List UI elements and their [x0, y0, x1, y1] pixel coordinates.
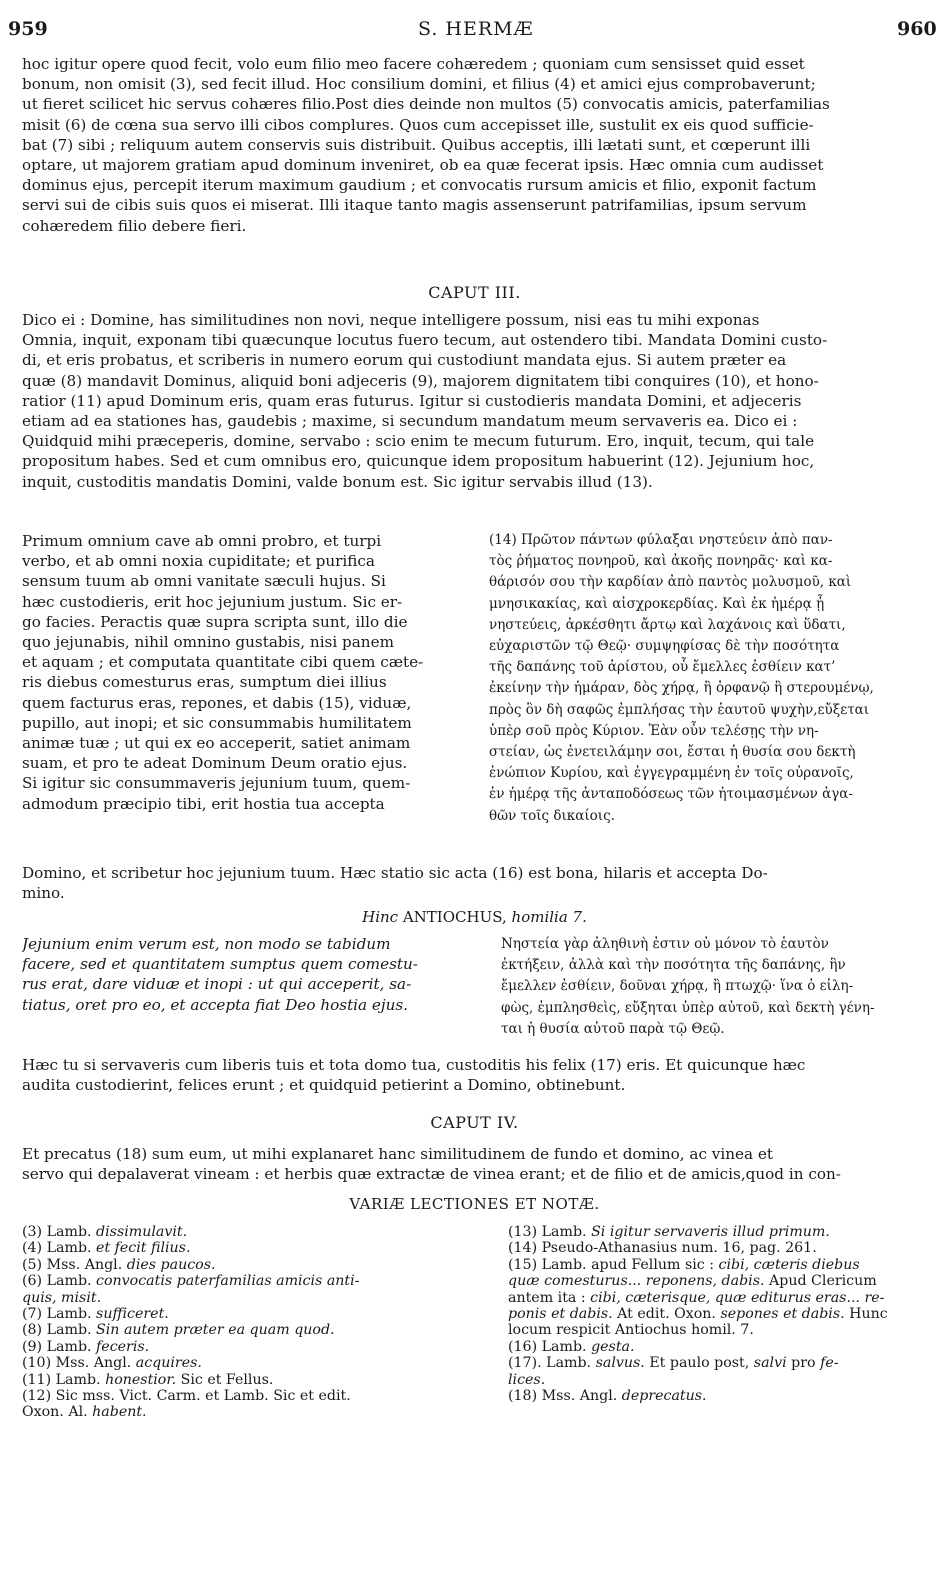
antiochus-heading	[0, 908, 949, 926]
note-line	[508, 1339, 928, 1355]
text-line: bonum, non omisit (3), sed fecit illud. Hoc consilium domini, et filius (4) et amici ejus comprobaverunt;	[22, 75, 816, 94]
text-line: Et precatus (18) sum eum, ut mihi explanaret hanc similitudinem de fundo et domino, ac vinea et	[22, 1145, 773, 1163]
notes-left-column	[22, 1224, 472, 1421]
note-line	[22, 1339, 472, 1355]
running-title: S. HERMÆ	[418, 18, 534, 40]
latin-line: quo jejunabis, nihil omnino gustabis, nisi panem	[22, 633, 394, 652]
note-italic-text: deprecatus.	[621, 1388, 707, 1405]
greek-line: τὸς ῥήματος πονηροῦ, καὶ ἀκοῆς πονηρᾶς· καὶ κα-	[489, 553, 833, 570]
latin-line: verbo, et ab omni noxia cupiditate; et purifica	[22, 552, 375, 571]
continuation-paragraph	[22, 863, 928, 903]
antiochus-name: ANTIOCHUS,	[402, 908, 507, 926]
text-line: Omnia, inquit, exponam tibi quæcunque locutus fuero tecum, aut ostendero tibi. Mandata Domini custo-	[22, 331, 828, 350]
chapter-heading-4: CAPUT IV.	[430, 1113, 519, 1132]
greek-line: ἐνώπιον Κυρίου, καὶ ἐγγεγραμμένη ἐν τοῖς οὐρανοῖς,	[489, 765, 854, 782]
note-text: At edit. Oxon.	[612, 1306, 721, 1323]
note-text: (5) Mss. Angl.	[22, 1256, 127, 1273]
latin-line: animæ tuæ ; ut qui ex eo acceperit, satiet animam	[22, 734, 411, 753]
text-line: bat (7) sibi ; reliquum autem conservis suis distribuit. Quibus acceptis, illi lætati sunt, et cœperunt illi	[22, 135, 811, 154]
note-line	[22, 1224, 472, 1240]
note-line	[22, 1322, 472, 1338]
note-line	[508, 1273, 928, 1289]
blessing-paragraph	[22, 1055, 928, 1095]
note-italic-text: quæ comesturus... reponens, dabis.	[508, 1273, 765, 1290]
note-text: (15) Lamb. apud Fellum sic :	[508, 1256, 719, 1273]
note-italic-text: dies paucos.	[126, 1256, 216, 1273]
text-line: hoc igitur opere quod fecit, volo eum filio meo facere cohæredem ; quoniam cum sensisset quid esset	[22, 55, 805, 73]
text-line: etiam ad ea stationes has, gaudebis ; maxime, si secundum mandatum meum servaveris ea. Dico ei :	[22, 412, 798, 431]
note-italic-text: acquires.	[135, 1355, 202, 1372]
text-line: cohæredem filio debere fieri.	[22, 216, 247, 235]
note-italic-text: ponis et dabis.	[508, 1306, 613, 1323]
latin-line: suam, et pro te adeat Dominum Deum oratio ejus.	[22, 754, 408, 773]
note-line	[508, 1290, 928, 1306]
text-line: propositum habes. Sed et cum omnibus ero, quicunque idem propositum habuerint (12). Jejunium hoc,	[22, 452, 815, 471]
note-italic-text: convocatis paterfamilias amicis anti-	[96, 1273, 360, 1290]
greek-line: ἐκτήξειν, ἀλλὰ καὶ τὴν ποσότητα τῆς δαπάνης, ἣν	[501, 957, 846, 974]
note-line	[508, 1306, 928, 1322]
note-italic-text: Si igitur servaveris illud primum.	[591, 1224, 830, 1240]
note-line	[22, 1355, 472, 1371]
greek-line: Νηστεία γὰρ ἀληθινὴ ἐστιν οὐ μόνον τὸ ἑαυτὸν	[501, 936, 829, 952]
note-line	[22, 1257, 472, 1273]
greek-line: νηστεύεις, ἀρκέσθητι ἄρτῳ καὶ λαχάνοις καὶ ὕδατι,	[489, 616, 846, 633]
text-line: servi sui de cibis suis quos ei miserat. Illi itaque tanto magis assenserunt patrifamilias, ipsum servum	[22, 196, 807, 215]
greek-line: ἐκείνην τὴν ἡμάραν, δὸς χήρᾳ, ἢ ὀρφανῷ ἢ στερουμένῳ,	[489, 680, 874, 697]
text-line: Dico ei : Domine, has similitudines non novi, neque intelligere possum, nisi eas tu mihi exponas	[22, 311, 760, 329]
latin-line: facere, sed et quantitatem sumptus quem comestu-	[22, 955, 418, 974]
note-text: locum respicit Antiochus homil. 7.	[508, 1322, 754, 1339]
text-line: quæ (8) mandavit Dominus, aliquid boni adjeceris (9), majorem dignitatem tibi conquires (10), et hono-	[22, 371, 819, 390]
note-italic-text: quis, misit.	[22, 1289, 102, 1306]
note-text: (17). Lamb.	[508, 1355, 596, 1372]
note-text: (14) Pseudo-Athanasius num. 16, pag. 261.	[508, 1240, 817, 1257]
note-line	[508, 1257, 928, 1273]
note-text: (9) Lamb.	[22, 1338, 97, 1355]
note-italic-text: cibi, cæterisque, quæ editurus eras... re-	[590, 1289, 885, 1306]
note-line	[22, 1404, 472, 1420]
page-number-right: 960	[897, 18, 937, 40]
caput4-paragraph	[22, 1144, 928, 1184]
latin-line: ris diebus comesturus eras, sumptum diei illius	[22, 673, 387, 692]
note-italic-text: sufficeret.	[96, 1306, 169, 1323]
latin-line: Si igitur sic consummaveris jejunium tuum, quem-	[22, 774, 411, 793]
text-line: Domino, et scribetur hoc jejunium tuum. Hæc statio sic acta (16) est bona, hilaris et accepta Do-	[22, 864, 768, 882]
opening-paragraph	[22, 54, 928, 236]
text-line: ut fieret scilicet hic servus cohæres filio.Post dies deinde non multos (5) convocatis amicis, paterfamilias	[22, 95, 830, 114]
note-text: (18) Mss. Angl.	[508, 1388, 622, 1405]
antiochus-hinc: Hinc	[362, 908, 399, 926]
note-italic-text: habent.	[92, 1404, 147, 1421]
note-text: pro	[786, 1355, 821, 1372]
greek-line: στείαν, ὡς ἐνετειλάμην σοι, ἔσται ἡ θυσία σου δεκτὴ	[489, 744, 856, 761]
note-text: (6) Lamb.	[22, 1273, 97, 1290]
note-line	[508, 1224, 928, 1240]
note-text: antem ita :	[508, 1289, 591, 1306]
text-line: misit (6) de cœna sua servo illi cibos complures. Quos cum accepisset ille, sustulit ex eis quod sufficie-	[22, 115, 814, 134]
greek-line: φὼς, ἐμπλησθεὶς, εὔξηται ὑπὲρ αὐτοῦ, καὶ δεκτὴ γένη-	[501, 999, 875, 1016]
note-text: Hunc	[844, 1306, 888, 1323]
greek-line: θῶν τοῖς δικαίοις.	[489, 807, 615, 824]
latin-line: admodum præcipio tibi, erit hostia tua accepta	[22, 794, 385, 813]
note-text: (10) Mss. Angl.	[22, 1355, 136, 1372]
latin-line: quem facturus eras, repones, et dabis (15), viduæ,	[22, 693, 412, 712]
latin-line: tiatus, oret pro eo, et accepta fiat Deo hostia ejus.	[22, 995, 409, 1014]
text-line: inquit, custoditis mandatis Domini, valde bonum est. Sic igitur servabis illud (13).	[22, 472, 653, 491]
text-line: optare, ut majorem gratiam apud dominum inveniret, ob ea quæ fecerat ipsis. Hæc omnia cum audisset	[22, 156, 824, 175]
chapter-heading-3: CAPUT III.	[428, 283, 521, 302]
note-line	[22, 1388, 472, 1404]
note-italic-text: salvus.	[595, 1355, 645, 1372]
latin-line: go facies. Peractis quæ supra scripta sunt, illo die	[22, 612, 408, 631]
note-line	[22, 1273, 472, 1289]
note-text: Sic et Fellus.	[176, 1371, 274, 1388]
note-italic-text: honestior.	[105, 1371, 177, 1388]
note-line	[508, 1355, 928, 1371]
note-text: (4) Lamb.	[22, 1240, 97, 1257]
latin-column	[22, 531, 462, 814]
antiochus-latin	[22, 934, 467, 1015]
latin-line: hæc custodieris, erit hoc jejunium justum. Sic er-	[22, 592, 403, 611]
greek-line: ἔμελλεν ἐσθίειν, δοῦναι χήρᾳ, ἢ πτωχῷ· ἵνα ὁ εἰλη-	[501, 978, 854, 995]
note-line	[22, 1240, 472, 1256]
greek-line: ται ἡ θυσία αὐτοῦ παρὰ τῷ Θεῷ.	[501, 1020, 725, 1037]
greek-line: πρὸς ὃν δὴ σαφῶς ἐμπλήσας τὴν ἑαυτοῦ ψυχὴν,εὔξεται	[489, 701, 870, 718]
greek-line: (14) Πρῶτον πάντων φύλαξαι νηστεύειν ἀπὸ παν-	[489, 532, 833, 548]
note-text: (13) Lamb.	[508, 1224, 592, 1240]
note-text: (12) Sic mss. Vict. Carm. et Lamb. Sic et edit.	[22, 1388, 351, 1405]
text-line: servo qui depalaverat vineam : et herbis quæ extractæ de vinea erant; et de filio et de amicis,quod in con-	[22, 1165, 841, 1184]
greek-line: θάρισόν σου τὴν καρδίαν ἀπὸ παντὸς μολυσμοῦ, καὶ	[489, 574, 852, 591]
note-italic-text: gesta.	[591, 1338, 635, 1355]
note-text: (3) Lamb.	[22, 1224, 97, 1240]
note-text: (8) Lamb.	[22, 1322, 97, 1339]
note-italic-text: Sin autem præter ea quam quod.	[96, 1322, 335, 1339]
antiochus-homilia: homilia 7.	[511, 908, 587, 926]
greek-line: μνησικακίας, καὶ αἰσχροκερδίας. Καὶ ἐκ ἡμέρᾳ ᾗ	[489, 595, 825, 612]
latin-line: Jejunium enim verum est, non modo se tabidum	[22, 935, 391, 953]
text-line: ratior (11) apud Dominum eris, quam eras futurus. Igitur si custodieris mandata Domini, et adjeceris	[22, 391, 802, 410]
notes-heading: VARIÆ LECTIONES ET NOTÆ.	[349, 1195, 600, 1213]
note-line	[22, 1372, 472, 1388]
note-italic-text: fe-	[820, 1355, 839, 1372]
note-italic-text: dissimulavit.	[96, 1224, 188, 1240]
note-line	[508, 1322, 928, 1338]
note-text: Et paulo post,	[644, 1355, 754, 1372]
page-number-left: 959	[8, 18, 48, 40]
note-text: (11) Lamb.	[22, 1371, 106, 1388]
text-line: mino.	[22, 884, 65, 903]
text-line: Hæc tu si servaveris cum liberis tuis et tota domo tua, custoditis his felix (17) eris. Et quicunque hæc	[22, 1056, 806, 1074]
greek-line: ὑπὲρ σοῦ πρὸς Κύριον. Ἐὰν οὖν τελέσῃς τὴν νη-	[489, 722, 819, 739]
latin-line: rus erat, dare viduæ et inopi : ut qui acceperit, sa-	[22, 975, 412, 994]
latin-line: pupillo, aut inopi; et sic consummabis humilitatem	[22, 713, 412, 732]
note-italic-text: salvi	[753, 1355, 787, 1372]
greek-line: τῆς δαπάνης τοῦ ἀρίστου, οὗ ἔμελλες ἐσθίειν κατ’	[489, 659, 836, 676]
note-line	[508, 1388, 928, 1404]
notes-right-column	[508, 1224, 928, 1404]
latin-line: sensum tuum ab omni vanitate sæculi hujus. Si	[22, 572, 386, 591]
note-italic-text: et fecit filius.	[96, 1240, 191, 1257]
note-line	[508, 1372, 928, 1388]
latin-line: Primum omnium cave ab omni probro, et turpi	[22, 532, 382, 550]
note-text: Oxon. Al.	[22, 1404, 93, 1421]
note-italic-text: cibi, cæteris diebus	[718, 1256, 860, 1273]
antiochus-greek	[501, 934, 929, 1040]
note-line	[508, 1240, 928, 1256]
note-italic-text: sepones et dabis.	[720, 1306, 845, 1323]
text-line: dominus ejus, percepit iterum maximum gaudium ; et convocatis rursum amicis et filio, exponit factum	[22, 176, 817, 195]
text-line: di, et eris probatus, et scriberis in numero eorum qui custodiunt mandata ejus. Si autem præter ea	[22, 351, 787, 370]
text-line: Quidquid mihi præceperis, domine, servabo : scio enim te mecum futurum. Ero, inquit, tecum, qui tale	[22, 432, 815, 451]
greek-line: ἐν ἡμέρᾳ τῆς ἀνταποδόσεως τῶν ἠτοιμασμένων ἀγα-	[489, 786, 853, 803]
note-text: Apud Clericum	[764, 1273, 877, 1290]
text-line: audita custodierint, felices erunt ; et quidquid petierint a Domino, obtinebunt.	[22, 1076, 626, 1095]
dialogue-paragraph	[22, 310, 928, 492]
note-line	[22, 1306, 472, 1322]
note-text: (7) Lamb.	[22, 1306, 97, 1323]
greek-line: εὐχαριστῶν τῷ Θεῷ· συμψηφίσας δὲ τὴν ποσότητα	[489, 638, 840, 655]
note-line	[22, 1290, 472, 1306]
latin-line: et aquam ; et computata quantitate cibi quem cæte-	[22, 653, 424, 672]
greek-column	[489, 530, 929, 827]
note-italic-text: feceris.	[96, 1338, 150, 1355]
note-text: (16) Lamb.	[508, 1338, 592, 1355]
note-italic-text: lices.	[508, 1371, 546, 1388]
